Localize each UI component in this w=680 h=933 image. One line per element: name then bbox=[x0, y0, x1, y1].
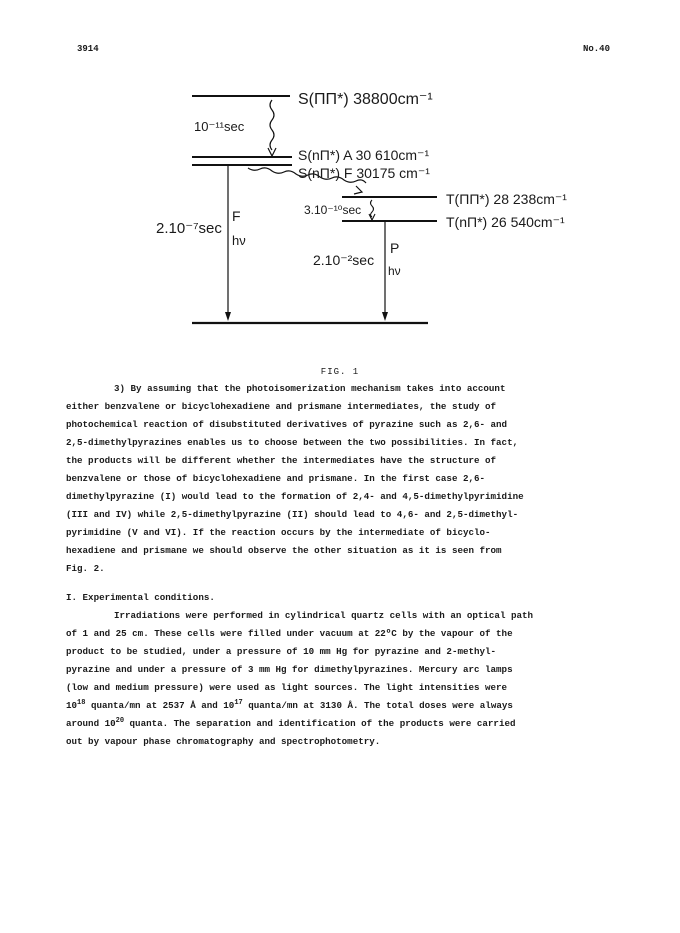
text-line: Irradiations were performed in cylindrical quartz cells with an optical path bbox=[114, 610, 534, 621]
text-line: of 1 and 25 cm. These cells were filled under vacuum at 22ºC by the vapour of the bbox=[66, 628, 513, 639]
label-isc-time: 3.10⁻¹⁰sec bbox=[304, 203, 362, 217]
label-t-npi: T(nΠ*) 26 540cm⁻¹ bbox=[446, 214, 565, 230]
text-line: product to be studied, under a pressure of 10 mm Hg for pyrazine and 2-methyl- bbox=[66, 646, 497, 657]
text-line: (low and medium pressure) were used as light sources. The light intensities were bbox=[66, 682, 508, 693]
text-line: pyrazine and under a pressure of 3 mm Hg for dimethylpyrazines. Mercury arc lamps bbox=[66, 664, 513, 675]
figure-caption: FIG. 1 bbox=[320, 367, 360, 377]
tt-wavy-arrow bbox=[371, 200, 374, 217]
phosphorescence-arrowhead bbox=[382, 312, 388, 321]
ic-wavy-arrow bbox=[270, 100, 274, 150]
section-title: I. Experimental conditions. bbox=[66, 592, 215, 603]
label-fluor-time: 2.10⁻⁷sec bbox=[156, 220, 222, 237]
text-line: 2,5-dimethylpyrazines enables us to choose between the two possibilities. In fact, bbox=[66, 437, 519, 448]
text-line: pyrimidine (V and VI). If the reaction occurs by the intermediate of bicyclo- bbox=[66, 527, 491, 538]
fluorescence-arrowhead bbox=[225, 312, 231, 321]
text-line: the products will be different whether the intermediates have the structure of bbox=[66, 455, 497, 466]
text-line: either benzvalene or bicyclohexadiene and prismane intermediates, the study of bbox=[66, 401, 497, 412]
label-fluor-F: F bbox=[232, 208, 241, 224]
text-line-intensity: $10^{18}$ quanta/mn at 2537 Å and $10^{17}$ quanta/mn at 3130 Å. The total doses were always bbox=[66, 699, 513, 711]
text-line: (III and IV) while 2,5-dimethylpyrazine (II) should lead to 4,6- and 2,5-dimethyl- bbox=[66, 509, 519, 520]
label-s-pipi: S(ΠΠ*) 38800cm⁻¹ bbox=[298, 91, 433, 108]
section-experimental bbox=[66, 589, 626, 751]
label-phos-time: 2.10⁻²sec bbox=[313, 252, 375, 268]
label-s-npi-a: S(nΠ*) A 30 610cm⁻¹ bbox=[298, 147, 430, 163]
isc-arrowhead bbox=[354, 186, 362, 194]
label-s-npi-f: S(nΠ*) F 30175 cm⁻¹ bbox=[298, 165, 430, 181]
energy-level-diagram bbox=[0, 0, 680, 360]
text-line: dimethylpyrazine (I) would lead to the formation of 2,4- and 4,5-dimethylpyrimidine bbox=[66, 491, 524, 502]
text-line: photochemical reaction of disubstituted derivatives of pyrazine such as 2,6- and bbox=[66, 419, 508, 430]
label-phos-hv: hν bbox=[388, 264, 401, 278]
label-phos-P: P bbox=[390, 240, 400, 256]
label-t-pipi: T(ΠΠ*) 28 238cm⁻¹ bbox=[446, 191, 567, 207]
text-line-dose: around $10^{20}$ quanta. The separation and identification of the products were carried bbox=[66, 717, 516, 729]
label-fluor-hv: hν bbox=[232, 233, 246, 248]
text-line: 3) By assuming that the photoisomerization mechanism takes into account bbox=[114, 383, 506, 394]
text-line: Fig. 2. bbox=[66, 563, 105, 574]
text-line: hexadiene and prismane we should observe the other situation as it is seen from bbox=[66, 545, 502, 556]
journal-number: No.40 bbox=[582, 44, 610, 54]
text-line: benzvalene or those of bicyclohexadiene and prismane. In the first case 2,6- bbox=[66, 473, 486, 484]
page-number: 3914 bbox=[77, 44, 99, 54]
label-ic-time-text: 10⁻¹¹sec bbox=[194, 119, 245, 134]
paragraph-mechanism bbox=[66, 380, 626, 578]
text-line: out by vapour phase chromatography and spectrophotometry. bbox=[66, 736, 381, 747]
